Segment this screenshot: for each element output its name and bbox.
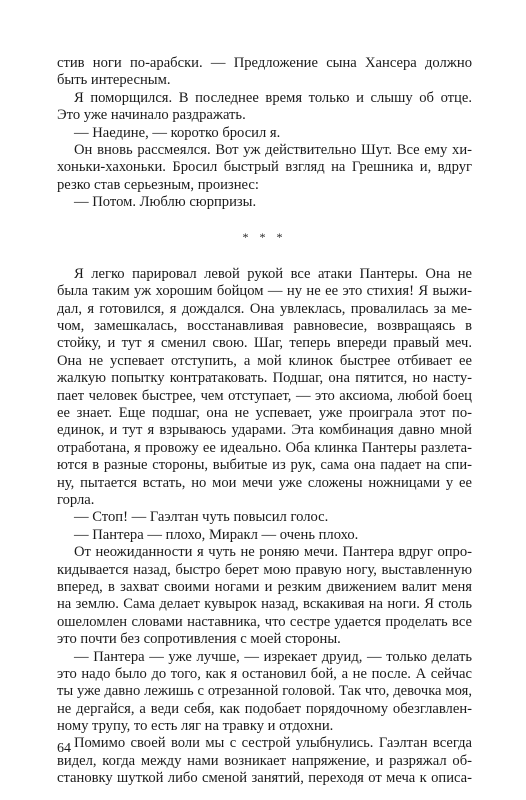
- text-line: — Стоп! — Гаэлтан чуть повысил голос.: [74, 509, 329, 526]
- text-line: горла.: [57, 491, 95, 508]
- text-line: на землю. Сама делает кувырок назад, вскакивая на ноги. Я столь: [57, 596, 472, 613]
- page-body: [57, 55, 472, 788]
- text-line: Помимо своей воли мы с сестрой улыбнулись. Гаэлтан всегда: [74, 735, 472, 752]
- text-line: Я поморщился. В последнее время только и слышу об отце.: [74, 89, 472, 106]
- text-line: — Пантера — уже лучше, — изрекает друид, — только делать: [74, 648, 472, 665]
- text-block-dialogue: [57, 55, 472, 212]
- text-line: ну, пытается встать, но мои мечи уже сложены ножницами у ее: [57, 474, 472, 491]
- text-line: единок, и тут я взрываюсь ударами. Эта комбинация давно мной: [57, 422, 472, 439]
- text-line: ошеломлен словами наставника, что сестре удается проделать все: [57, 613, 472, 630]
- text-line: От неожиданности я чуть не роняю мечи. Пантера вдруг опро-: [74, 544, 472, 561]
- text-line: жалкую попытку контратаковать. Подшаг, она пятится, но насту-: [57, 370, 472, 387]
- text-line: вперед, в захват своими ногами и резким движением валит меня: [57, 578, 472, 595]
- text-line: дал, я готовился, я дождался. Она увлеклась, провалилась за ме-: [57, 300, 472, 317]
- text-line: — Пантера — плохо, Миракл — очень плохо.: [74, 526, 359, 543]
- text-line: отработана, я провожу ее идеально. Оба клинка Пантеры разлета-: [57, 439, 472, 456]
- text-line: Я легко парировал левой рукой все атаки Пантеры. Она не: [74, 265, 472, 282]
- text-line: ются в разные стороны, выбитые из рук, сама она падает на спи-: [57, 457, 472, 474]
- text-line: это надо было до того, как я остановил бой, а не после. А сейчас: [57, 665, 472, 682]
- text-line: быть интересным.: [57, 72, 171, 89]
- text-line: хоньки-хахоньки. Бросил быстрый взгляд на Грешника и, вдруг: [57, 159, 472, 176]
- text-line: стойку, и тут я сменил свою. Шаг, теперь впереди правый меч.: [57, 335, 472, 352]
- text-line: стив ноги по-арабски. — Предложение сына Хансера должно: [57, 55, 472, 71]
- text-line: ты уже давно лежишь с отрезанной головой. Так что, девочка моя,: [57, 683, 472, 700]
- text-line: не дергайся, а веди себя, как подобает порядочному обезглавлен-: [57, 700, 472, 717]
- text-line: была таким уж хорошим бойцом — ну не ее это стихия! Я выжи-: [57, 283, 472, 300]
- text-line: резко став серьезным, произнес:: [57, 176, 259, 193]
- text-line: Это уже начинало раздражать.: [57, 107, 246, 124]
- text-line: Он вновь рассмеялся. Вот уж действительно Шут. Все ему хи-: [74, 141, 472, 158]
- page-number: 64: [57, 741, 71, 756]
- text-line: чом, замешкалась, восстанавливая равновесие, возвращаясь в: [57, 318, 472, 335]
- text-line: кидывается назад, быстро берет мою правую ногу, выставленную: [57, 561, 472, 578]
- text-line: — Потом. Люблю сюрпризы.: [74, 194, 257, 211]
- text-line: становку шуткой либо сменой занятий, переходя от меча к описа-: [57, 770, 472, 787]
- text-line: Она не успевает отступить, а мой клинок быстрее отбивает ее: [57, 352, 472, 369]
- text-line: — Наедине, — коротко бросил я.: [74, 124, 281, 141]
- section-separator: * * *: [242, 229, 287, 244]
- text-line: ному трупу, то есть ляг на травку и отдохни.: [57, 718, 334, 735]
- text-line: видел, когда между нами возникает напряжение, и разряжал об-: [57, 752, 472, 769]
- text-block-fight: [57, 266, 472, 788]
- text-line: пает человек быстрее, чем отступает, — это аксиома, любой боец: [57, 387, 472, 404]
- text-line: ее знает. Еще подшаг, она не успевает, уже проиграла этот по-: [57, 405, 472, 422]
- text-line: это почти без сопротивления с моей стороны.: [57, 631, 341, 648]
